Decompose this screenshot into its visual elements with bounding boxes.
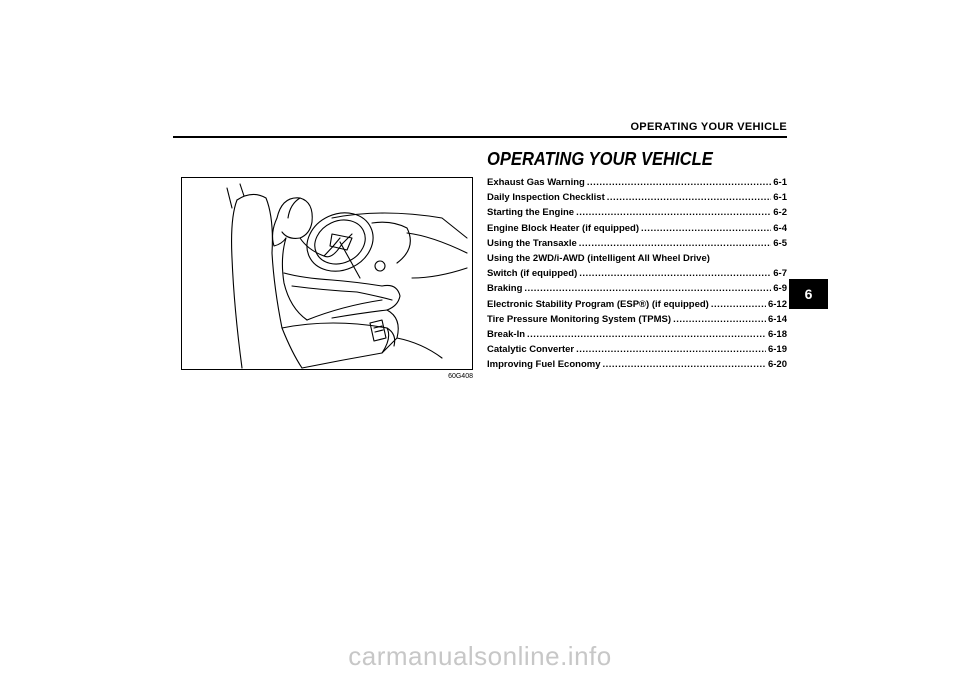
toc-item[interactable]: Engine Block Heater (if equipped) ..... 6-4 xyxy=(487,221,787,236)
header-rule xyxy=(173,136,787,138)
toc-item[interactable]: Braking ..... 6-9 xyxy=(487,281,787,296)
section-title: OPERATING YOUR VEHICLE xyxy=(487,149,713,169)
seat-back-left xyxy=(232,200,242,368)
head xyxy=(277,198,312,239)
toc-item[interactable]: Catalytic Converter ..... 6-19 xyxy=(487,342,787,357)
gear-shifter xyxy=(370,320,386,341)
toc-item[interactable]: Using the 2WD/i-AWD (intelligent All Wheel Drive) xyxy=(487,252,710,264)
running-header-title: OPERATING YOUR VEHICLE xyxy=(630,121,787,133)
toc-item[interactable]: Starting the Engine ..... 6-2 xyxy=(487,205,787,220)
toc-item[interactable]: Switch (if equipped) ..... 6-7 xyxy=(487,266,787,281)
chapter-tab[interactable]: 6 xyxy=(789,279,828,309)
driver-illustration xyxy=(181,177,473,370)
seat-headrest xyxy=(237,194,272,253)
table-of-contents xyxy=(487,175,787,372)
toc-item[interactable]: Tire Pressure Monitoring System (TPMS) ..... 6-14 xyxy=(487,312,787,327)
toc-item[interactable]: Using the Transaxle ..... 6-5 xyxy=(487,236,787,251)
toc-item[interactable]: Exhaust Gas Warning ..... 6-1 xyxy=(487,175,787,190)
toc-item[interactable]: Break-In ..... 6-18 xyxy=(487,327,787,342)
toc-item[interactable]: Electronic Stability Program (ESP®) (if equipped) ..... 6-12 xyxy=(487,297,787,312)
toc-item[interactable]: Improving Fuel Economy ..... 6-20 xyxy=(487,357,787,372)
toc-item[interactable]: Daily Inspection Checklist ..... 6-1 xyxy=(487,190,787,205)
footer-watermark: carmanualsonline.info xyxy=(348,641,612,671)
figure-code: 60G408 xyxy=(448,373,473,380)
